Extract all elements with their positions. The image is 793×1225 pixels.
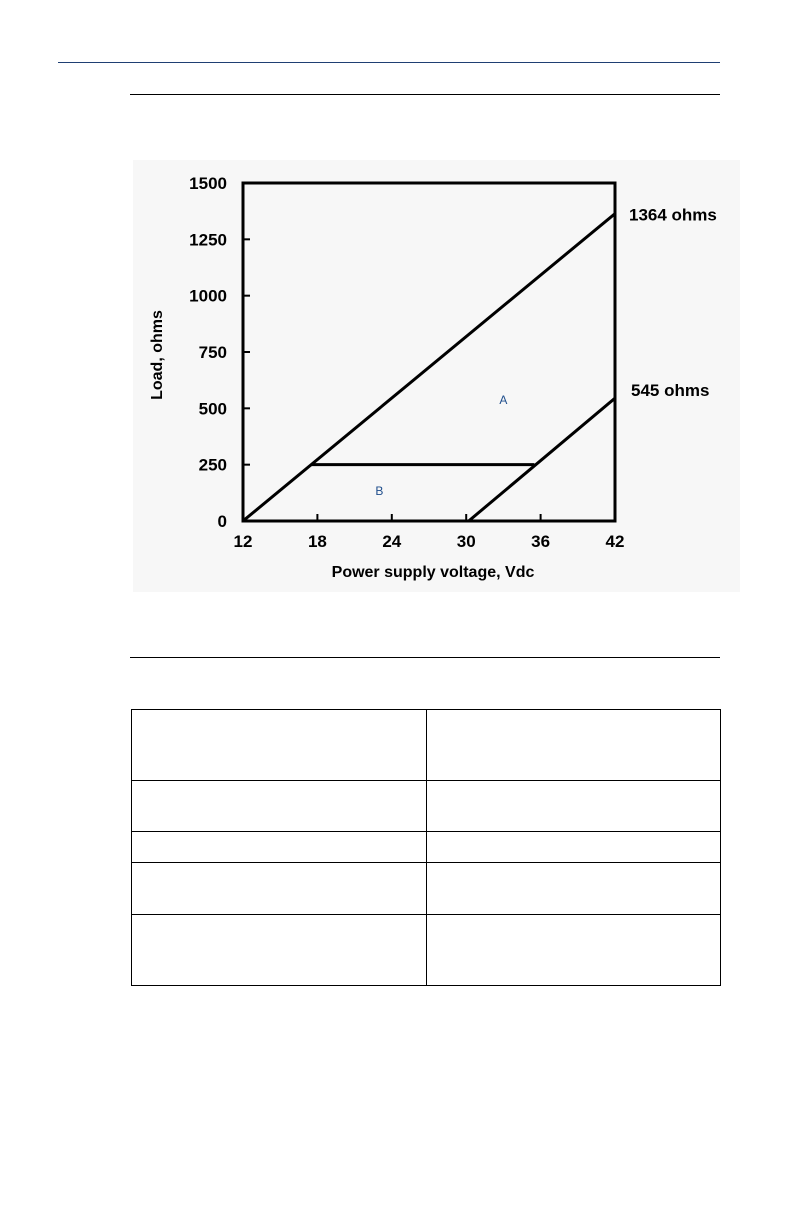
x-tick-label: 12 xyxy=(233,532,253,551)
spec-table xyxy=(131,709,721,986)
table-row xyxy=(132,781,721,832)
section-divider-1 xyxy=(130,94,720,95)
header-rule xyxy=(58,62,720,63)
x-tick-label: 18 xyxy=(307,532,327,551)
table-row xyxy=(132,832,721,863)
y-tick-label: 1500 xyxy=(189,174,227,193)
table-row xyxy=(132,710,721,781)
region-label-a: A xyxy=(499,392,508,407)
y-axis-title: Load, ohms xyxy=(149,310,166,400)
table-cell xyxy=(426,781,721,832)
table-cell xyxy=(132,863,427,915)
x-tick-label: 42 xyxy=(605,532,625,551)
series-line-2 xyxy=(469,398,615,521)
y-tick-label: 250 xyxy=(198,455,227,475)
y-tick-label: 1250 xyxy=(189,230,227,250)
table-cell xyxy=(132,710,427,781)
x-tick-label: 30 xyxy=(456,532,476,551)
series-line-1 xyxy=(243,214,615,521)
load-chart xyxy=(133,160,740,592)
line-end-label-545: 545 ohms xyxy=(631,381,710,401)
region-label-b: B xyxy=(375,484,384,499)
y-tick-label: 0 xyxy=(217,512,227,531)
table-cell xyxy=(132,915,427,986)
table-cell xyxy=(132,832,427,863)
x-tick-label: 36 xyxy=(531,532,551,551)
line-end-label-1364: 1364 ohms xyxy=(629,205,717,225)
y-tick-label: 500 xyxy=(198,399,227,419)
table-row xyxy=(132,915,721,986)
y-tick-label: 750 xyxy=(198,343,227,362)
table-cell xyxy=(426,710,721,781)
y-tick-label: 1000 xyxy=(189,286,227,306)
table-row xyxy=(132,863,721,915)
x-tick-label: 24 xyxy=(382,532,402,551)
table-cell xyxy=(132,781,427,832)
load-chart-svg xyxy=(133,160,740,592)
table-cell xyxy=(426,863,721,915)
section-divider-2 xyxy=(130,657,720,658)
table-cell xyxy=(426,832,721,863)
x-axis-title: Power supply voltage, Vdc xyxy=(331,564,535,581)
plot-frame xyxy=(243,183,615,521)
table-cell xyxy=(426,915,721,986)
